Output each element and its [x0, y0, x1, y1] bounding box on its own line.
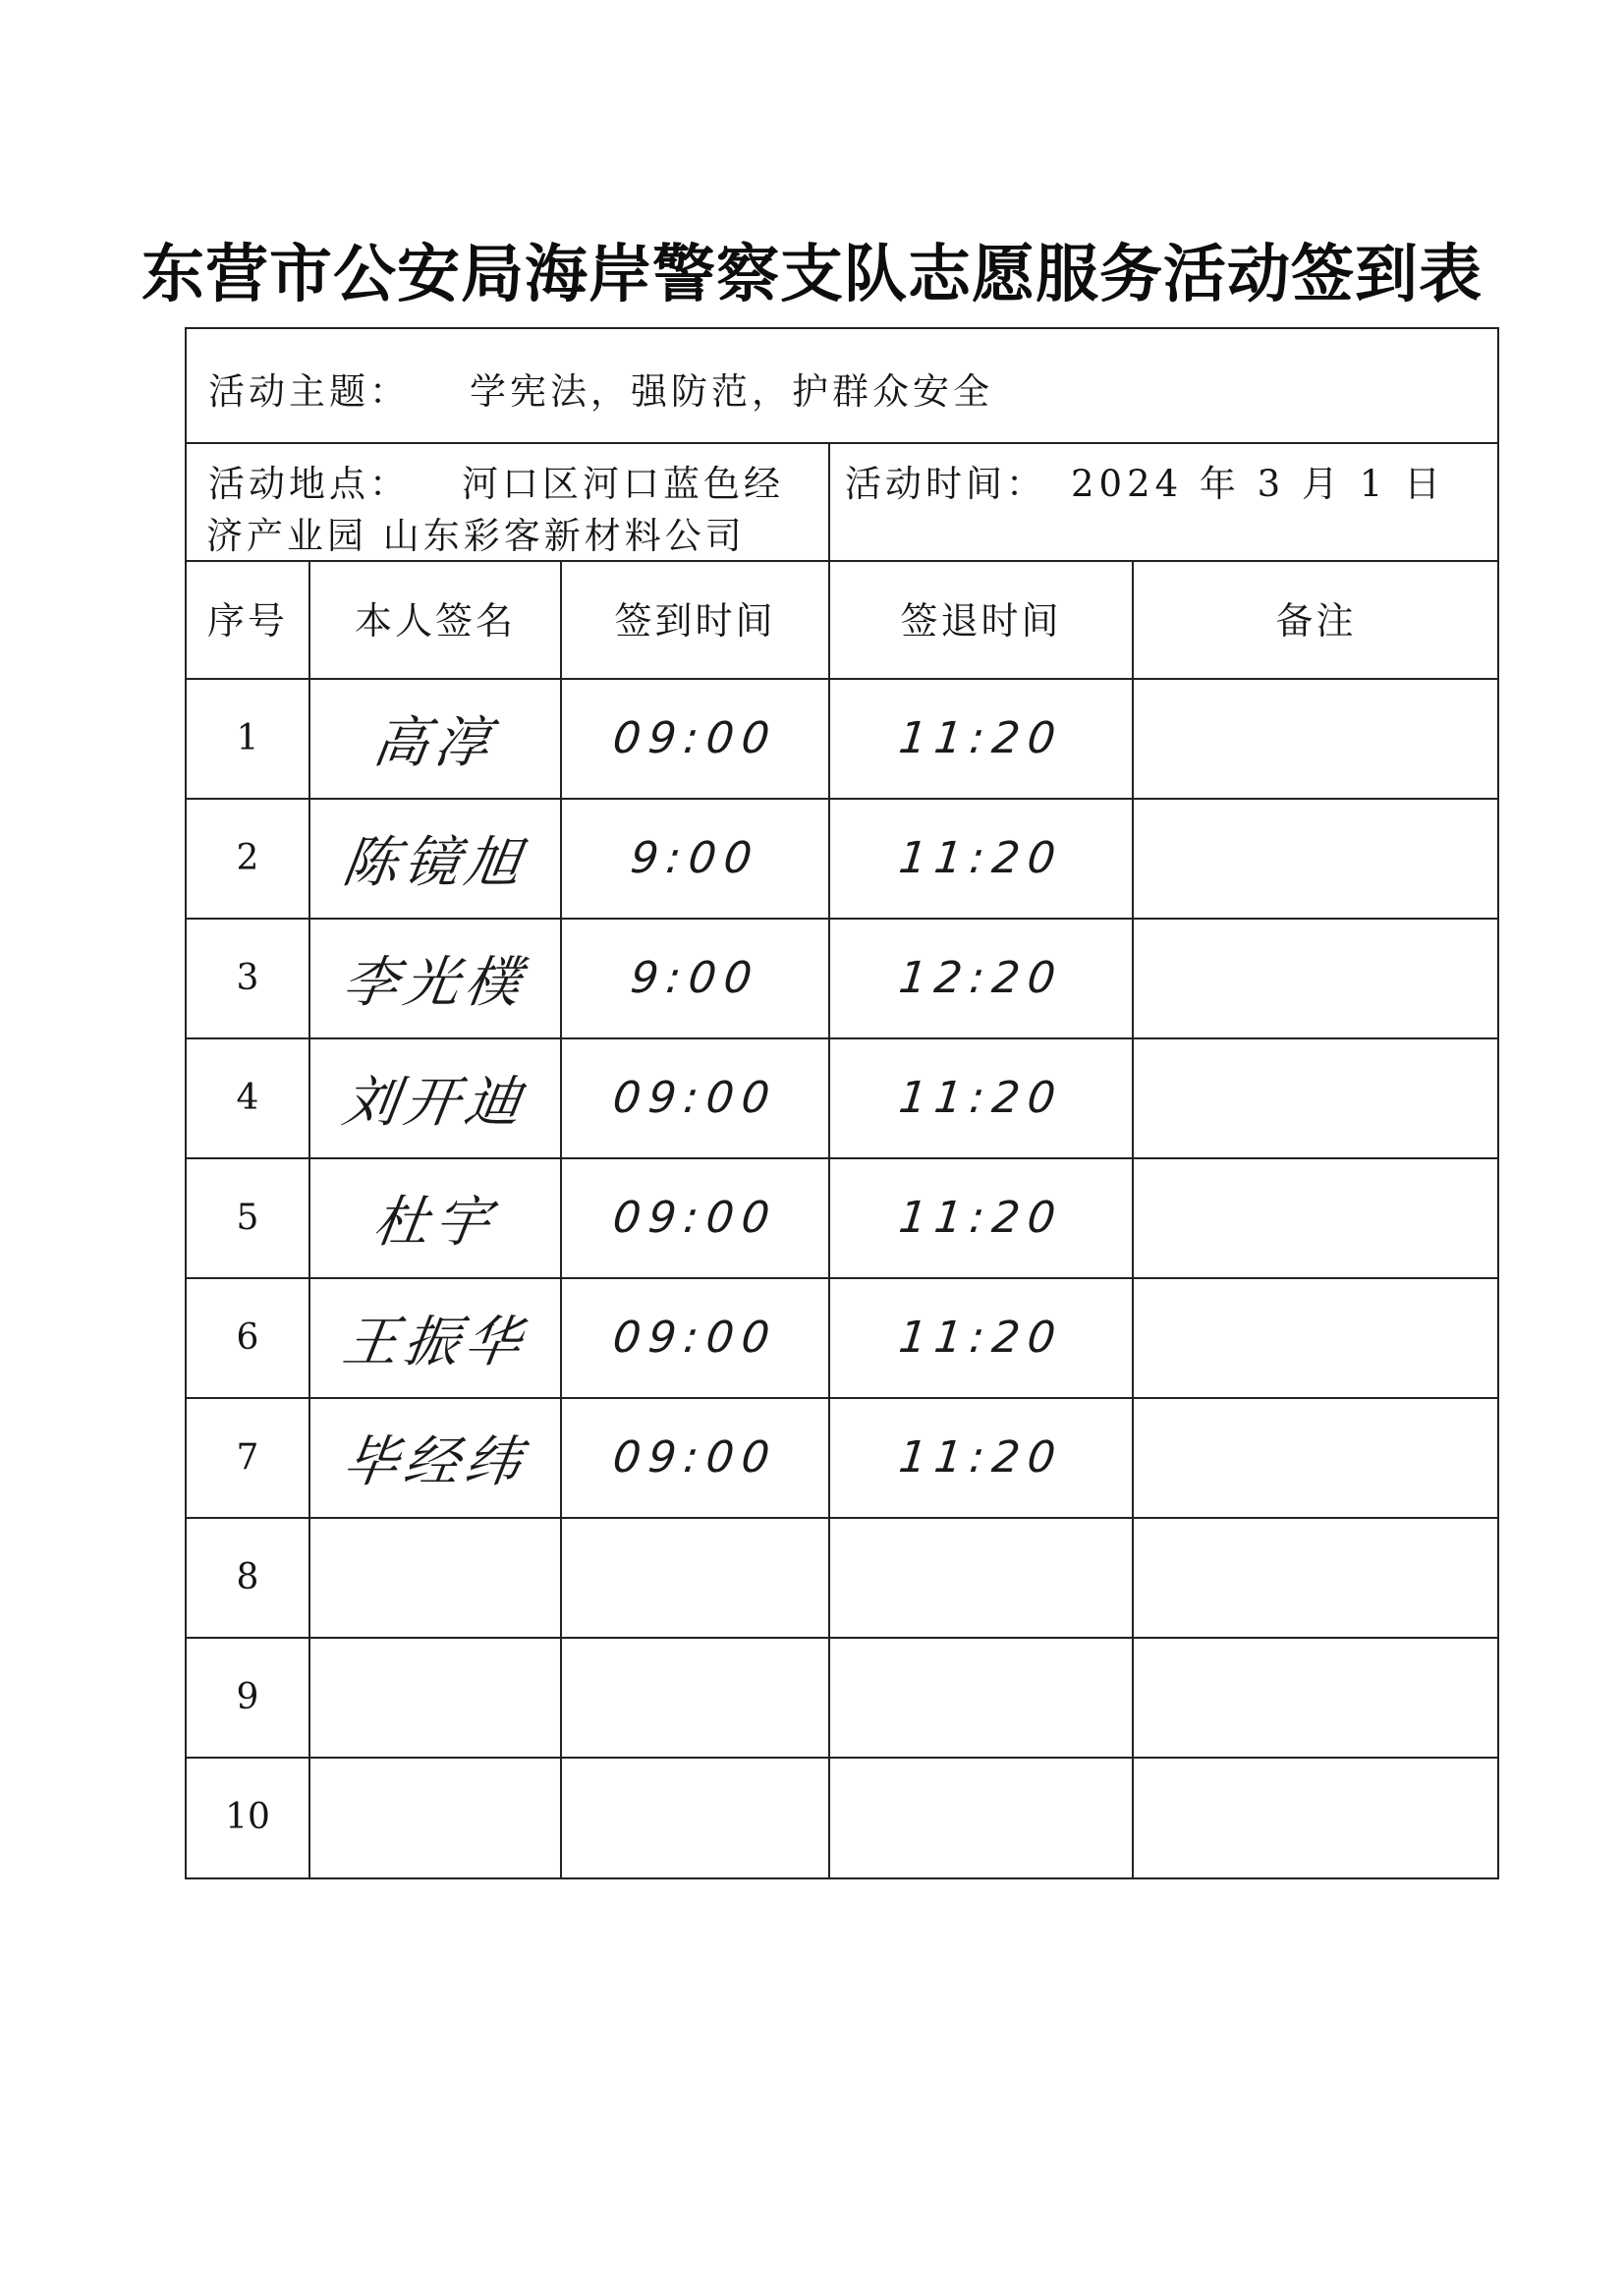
location-label: 活动地点： [208, 463, 410, 505]
checkout-time-cell: 11:20 [896, 833, 1066, 883]
checkin-time-cell: 09:00 [610, 713, 780, 763]
header-signature: 本人签名 [354, 598, 516, 643]
checkin-time-cell: 9:00 [628, 833, 762, 883]
signature-cell: 李光樸 [338, 950, 531, 1015]
checkout-time-cell [824, 1518, 1139, 1637]
row-number: 4 [236, 1078, 259, 1118]
checkout-time-cell [824, 1758, 1139, 1876]
note-cell [1134, 1038, 1498, 1157]
signature-cell [302, 1518, 568, 1637]
checkout-time-cell: 11:20 [896, 1432, 1066, 1483]
header-checkin-time: 签到时间 [614, 598, 776, 643]
row-number: 2 [236, 838, 259, 878]
location-value-line1: 河口区河口蓝色经 [462, 463, 784, 505]
note-cell [1134, 1758, 1498, 1876]
theme-value: 学宪法，强防范，护群众安全 [470, 370, 993, 413]
checkin-time-cell [556, 1758, 835, 1876]
header-number: 序号 [206, 598, 288, 643]
location-value-line2: 济产业园 山东彩客新材料公司 [206, 515, 746, 557]
header-note: 备注 [1275, 598, 1357, 643]
signature-cell: 毕经纬 [338, 1429, 531, 1494]
checkin-time-cell [556, 1518, 835, 1637]
checkout-time-cell: 11:20 [896, 1313, 1066, 1363]
checkin-time-cell: 09:00 [610, 1432, 780, 1483]
document-title: 东营市公安局海岸警察支队志愿服务活动签到表 [141, 239, 1483, 311]
checkout-time-cell: 11:20 [896, 1073, 1066, 1123]
signature-cell: 陈镜旭 [338, 830, 531, 895]
checkout-time-cell: 11:20 [896, 1193, 1066, 1243]
row-number: 10 [225, 1797, 270, 1837]
checkin-time-cell: 09:00 [610, 1193, 780, 1243]
row-number: 6 [236, 1317, 259, 1358]
signature-cell [302, 1758, 568, 1876]
row-number: 8 [236, 1557, 259, 1597]
note-cell [1134, 799, 1498, 918]
signature-cell: 高淳 [368, 710, 500, 775]
time-value: 2024 年 3 月 1 日 [1071, 463, 1446, 505]
checkin-time-cell: 9:00 [628, 953, 762, 1003]
signature-cell: 刘开迪 [338, 1070, 531, 1135]
checkout-time-cell: 11:20 [896, 713, 1066, 763]
checkin-time-cell [556, 1638, 835, 1757]
note-cell [1134, 1638, 1498, 1757]
time-label: 活动时间： [845, 463, 1046, 505]
note-cell [1134, 1278, 1498, 1397]
row-number: 1 [236, 718, 259, 758]
signature-cell: 杜宇 [368, 1190, 500, 1255]
row-number: 7 [236, 1437, 259, 1478]
header-checkout-time: 签退时间 [900, 598, 1062, 643]
row-number: 3 [236, 958, 259, 998]
note-cell [1134, 919, 1498, 1037]
signature-cell: 王振华 [338, 1310, 531, 1374]
checkin-time-cell: 09:00 [610, 1073, 780, 1123]
theme-label: 活动主题： [208, 370, 410, 413]
row-number: 5 [236, 1198, 259, 1238]
checkin-time-cell: 09:00 [610, 1313, 780, 1363]
checkout-time-cell: 12:20 [896, 953, 1066, 1003]
checkout-time-cell [824, 1638, 1139, 1757]
note-cell [1134, 679, 1498, 798]
note-cell [1134, 1158, 1498, 1277]
row-number: 9 [236, 1677, 259, 1717]
divider-after-theme [187, 442, 1498, 444]
location-time-divider [828, 442, 830, 560]
note-cell [1134, 1518, 1498, 1637]
signature-cell [302, 1638, 568, 1757]
note-cell [1134, 1398, 1498, 1517]
